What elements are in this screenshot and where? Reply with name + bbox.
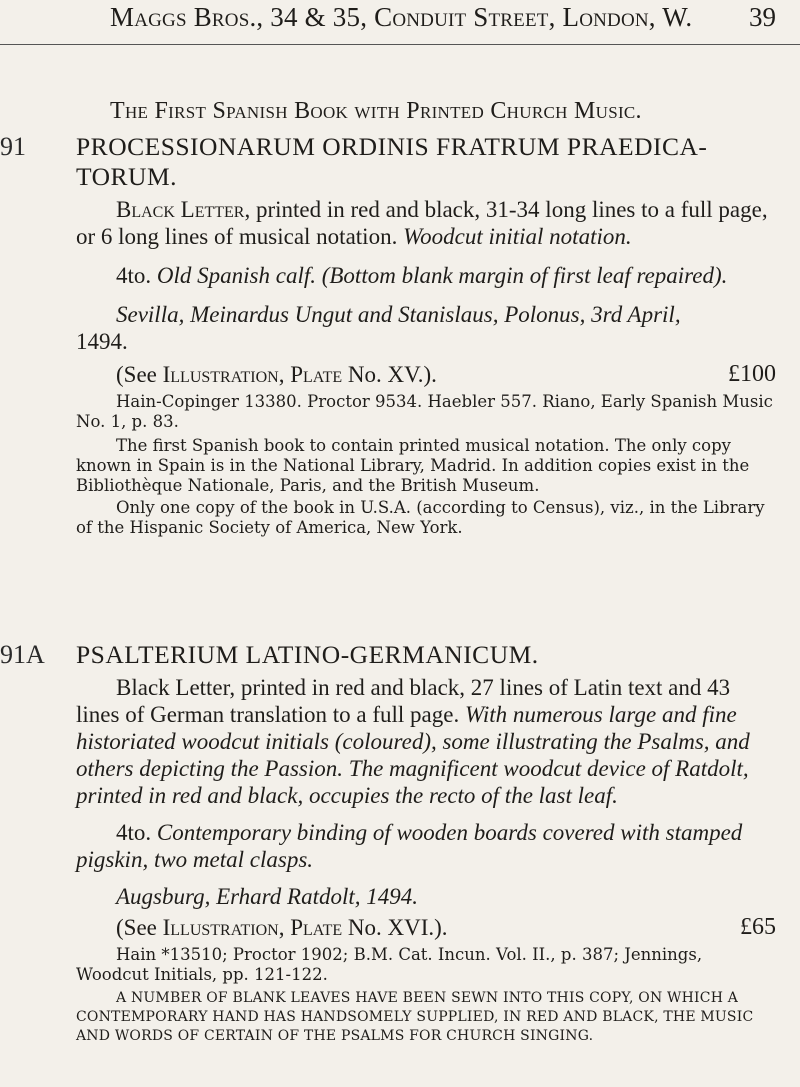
entry-title: PROCESSIONARUM ORDINIS FRATRUM PRAEDICA-TORUM. bbox=[76, 132, 708, 191]
entry-number: 91A bbox=[0, 640, 45, 669]
entry-imprint: Sevilla, Meinardus Ungut and Stanislaus, Polonus, 3rd April, bbox=[116, 302, 681, 327]
entry-description: Black Letter, printed in red and black, 31-34 long lines to a full page, or 6 long lines of musical notation. Woodcut initial notation. bbox=[76, 197, 768, 249]
entry-91 bbox=[0, 132, 776, 538]
entry-illustration-line: (See Illustration, Plate No. XV.). £100 bbox=[116, 361, 776, 387]
entry-91a bbox=[0, 640, 776, 1046]
entry-title: PSALTERIUM LATINO-GERMANICUM. bbox=[76, 640, 539, 669]
page-number: 39 bbox=[749, 2, 776, 32]
entry-number: 91 bbox=[0, 132, 26, 161]
header-title: Maggs Bros., 34 & 35, Conduit Street, London, W. bbox=[110, 2, 693, 32]
entry-references: Hain *13510; Proctor 1902; B.M. Cat. Incun. Vol. II., p. 387; Jennings, Woodcut Initials, pp. 121-122. bbox=[76, 945, 703, 984]
entry-imprint: Augsburg, Erhard Ratdolt, 1494. bbox=[116, 884, 418, 909]
entry-references: Hain-Copinger 13380. Proctor 9534. Haebler 557. Riano, Early Spanish Music No. 1, p. 83. bbox=[76, 392, 773, 431]
entry-note: A NUMBER OF BLANK LEAVES HAVE BEEN SEWN INTO THIS COPY, ON WHICH A CONTEMPORARY HAND HAS HANDSOMELY SUPPLIED, IN RED AND BLACK, THE MUSIC AND WORDS OF CERTAIN OF THE PSALMS FOR CHURCH SINGING. bbox=[76, 990, 754, 1044]
section-heading bbox=[76, 98, 776, 125]
entry-illustration-line: (See Illustration, Plate No. XVI.). £65 bbox=[116, 914, 776, 940]
entry-description: Black Letter, printed in red and black, 27 lines of Latin text and 43 lines of German translation to a full page. With numerous large and fine historiated woodcut initials (coloured), some illustrating the Psalms, and others depicting the Passion. The magnificent woodcut device of Ratdolt, printed in red and black, occupies the recto of the last leaf. bbox=[76, 675, 750, 808]
header-rule bbox=[0, 44, 800, 45]
entry-format: 4to. Old Spanish calf. (Bottom blank margin of first leaf repaired). bbox=[116, 263, 728, 288]
section-heading-text: The First Spanish Book with Printed Church Music. bbox=[110, 98, 642, 124]
entry-note: The first Spanish book to contain printed musical notation. The only copy known in Spain is in the National Library, Madrid. In addition copies exist in the Bibliothèque Nationale, Paris, and the British Museum. bbox=[76, 436, 750, 495]
entry-price: £100 bbox=[728, 361, 776, 387]
entry-year: 1494. bbox=[76, 329, 128, 354]
entry-price: £65 bbox=[740, 914, 776, 940]
entry-format: 4to. Contemporary binding of wooden boards covered with stamped pigskin, two metal clasps. bbox=[76, 820, 743, 872]
entry-note: Only one copy of the book in U.S.A. (according to Census), viz., in the Library of the Hispanic Society of America, New York. bbox=[76, 498, 765, 537]
running-header bbox=[110, 2, 776, 38]
